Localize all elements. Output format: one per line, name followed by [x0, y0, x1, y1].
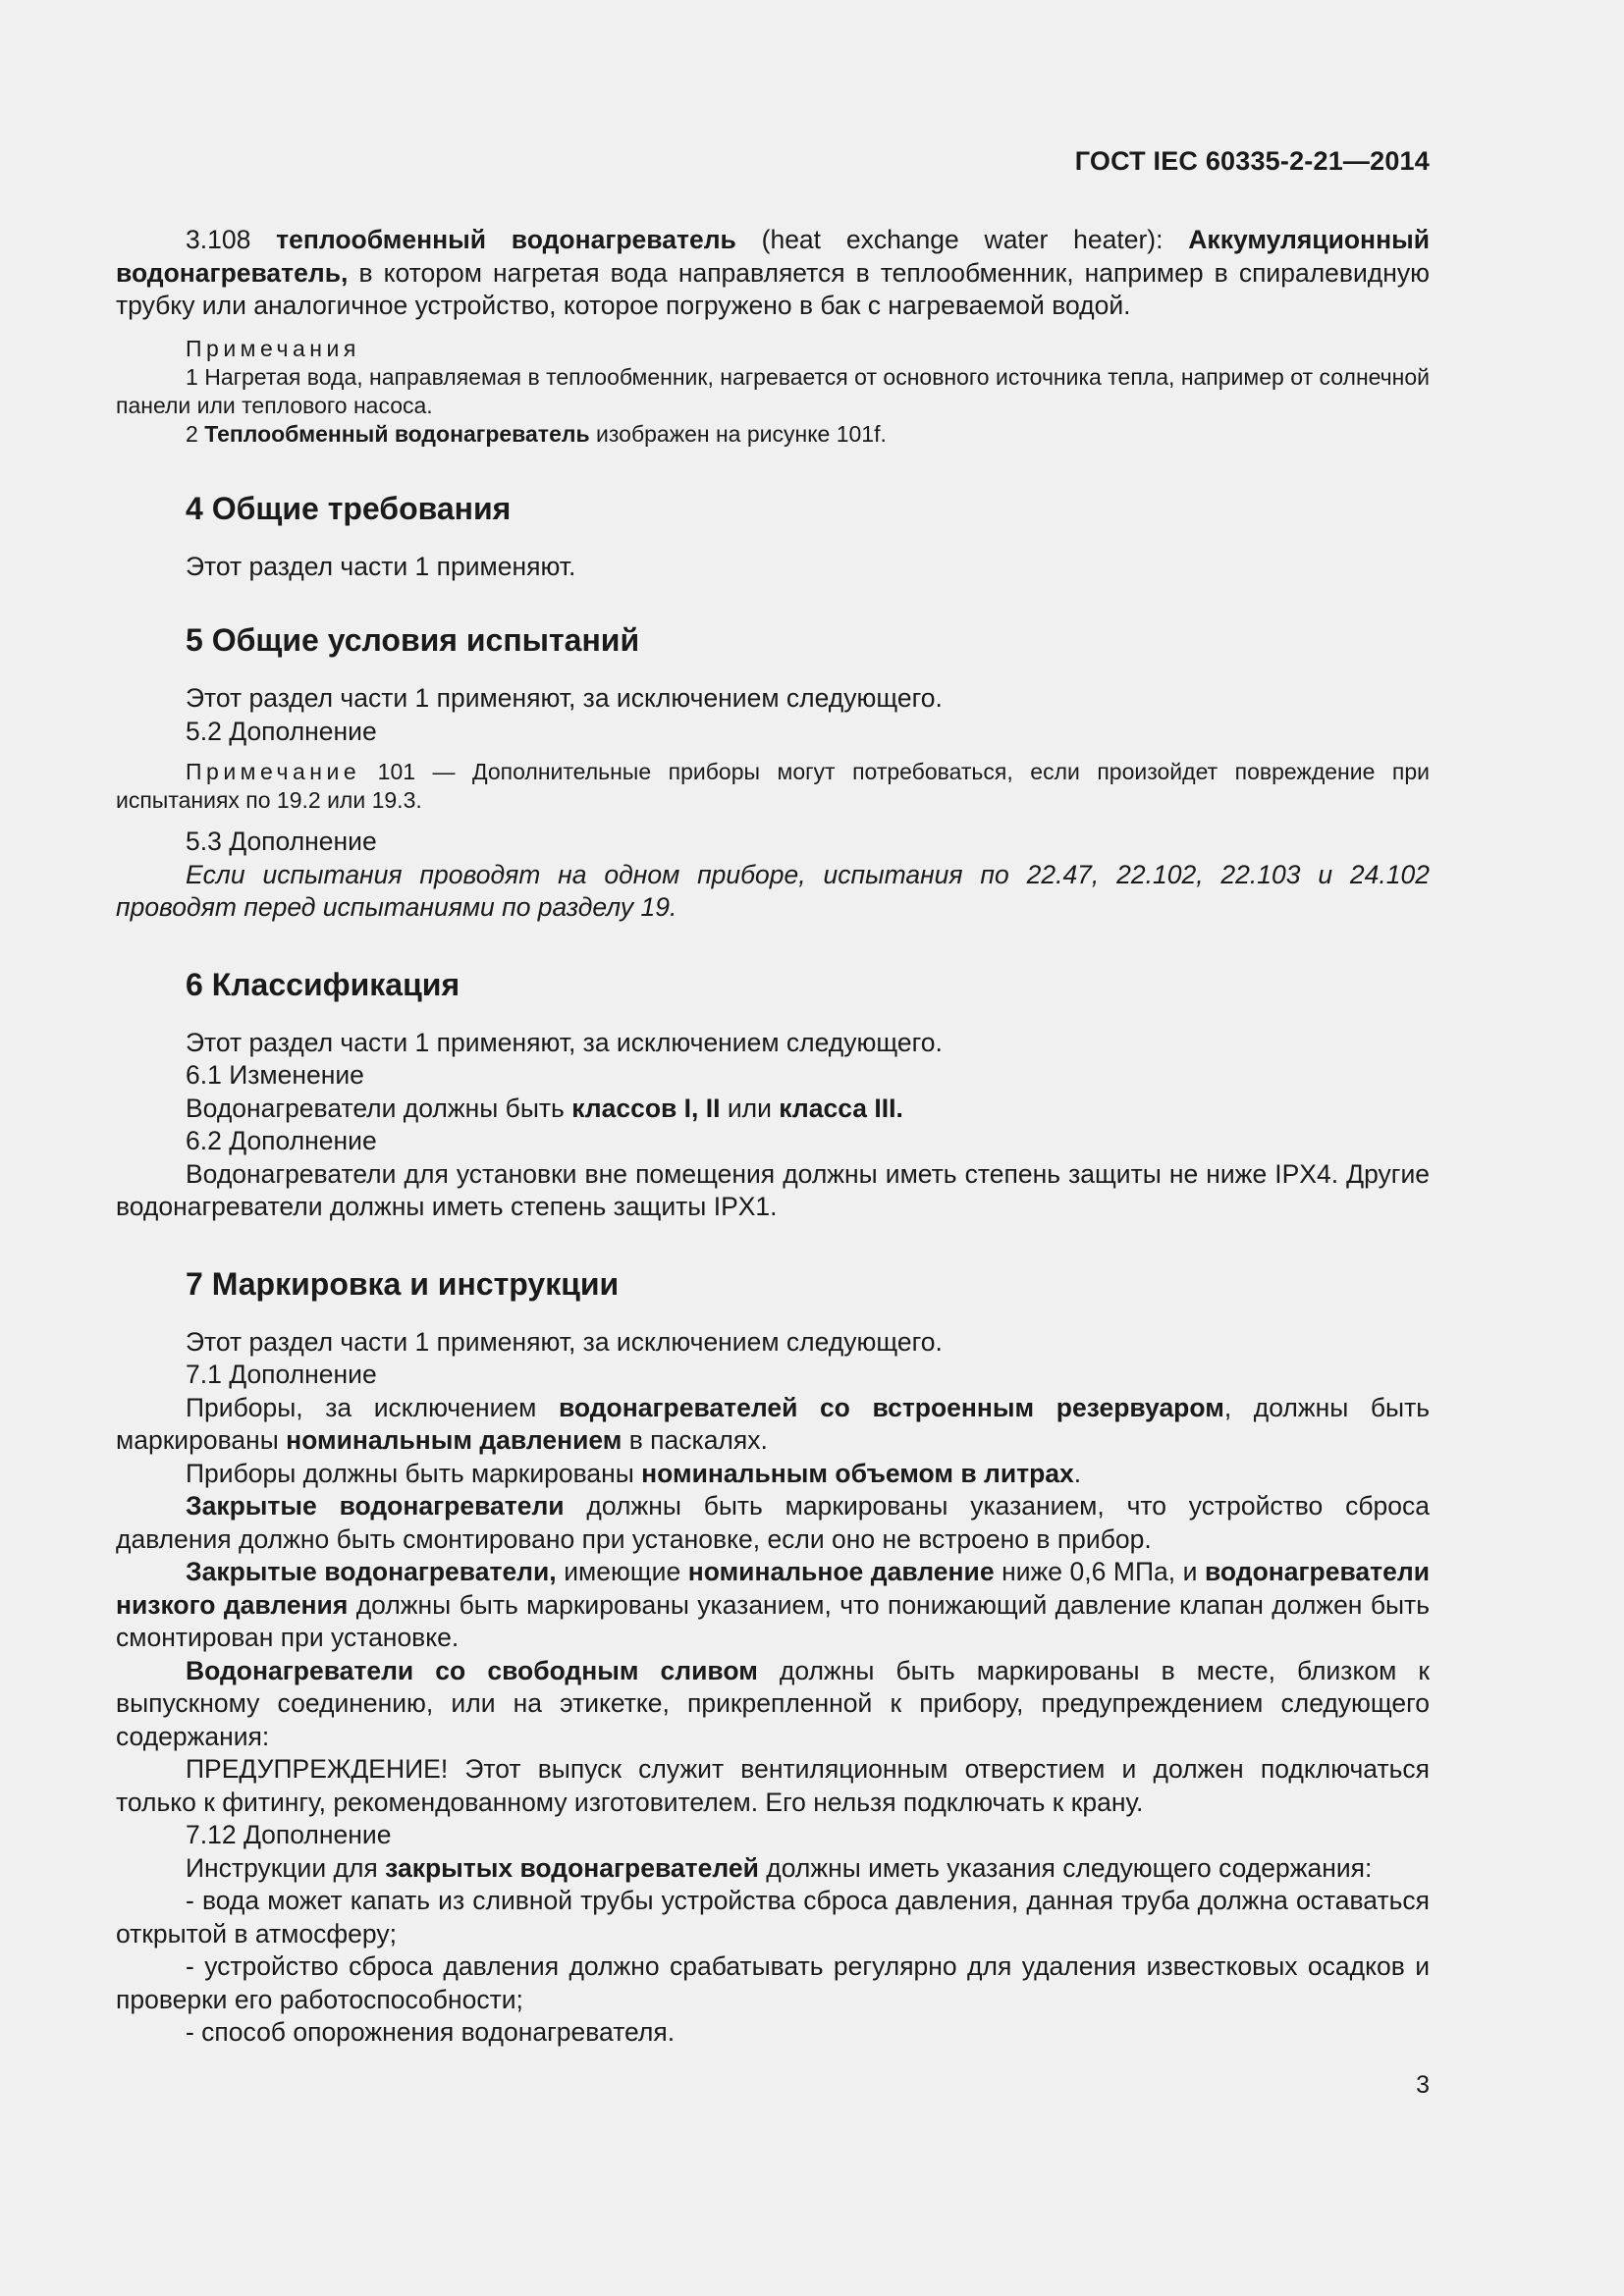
subsection-6-2: 6.2 Дополнение	[186, 1126, 377, 1155]
paragraph-7-1-b: Приборы должны быть маркированы номинальным объемом в литрах.	[186, 1458, 1082, 1488]
document-page	[116, 0, 1430, 2296]
list-item: - способ опорожнения водонагревателя.	[186, 2017, 676, 2047]
term-storage-water-heater: Аккумуляционный водонагреватель,	[116, 225, 1430, 288]
section-7-title: 7 Маркировка и инструкции	[186, 1265, 620, 1302]
definition-3-108: 3.108 теплообменный водонагреватель (heat exchange water heater): Аккумуляционный водонагреватель, в котором нагретая вода направляется в теплообменник, например в спиралевидную трубку или аналогичное устройство, которое погружено в бак с нагреваемой водой.	[116, 225, 1430, 320]
paragraph-7-1-a: Приборы, за исключением водонагревателей со встроенным резервуаром, должны быть маркированы номинальным давлением в паскалях.	[116, 1392, 1431, 1455]
subsection-5-3-text: Если испытания проводят на одном приборе, испытания по 22.47, 22.102, 22.103 и 24.102 проводят перед испытаниями по разделу 19.	[116, 859, 1430, 922]
subsection-7-12: 7.12 Дополнение	[186, 1820, 392, 1849]
list-item: - устройство сброса давления должно срабатывать регулярно для удаления известковых осадков и проверки его работоспособности;	[116, 1951, 1430, 2014]
section-4-title: 4 Общие требования	[186, 490, 512, 526]
paragraph-7-1-d: Закрытые водонагреватели, имеющие номинальное давление ниже 0,6 МПа, и водонагреватели низкого давления должны быть маркированы указанием, что понижающий давление клапан должен быть смонтирован при установке.	[116, 1557, 1430, 1652]
subsection-5-3: 5.3 Дополнение	[186, 827, 377, 856]
section-7-text: Этот раздел части 1 применяют, за исключением следующего.	[186, 1326, 943, 1357]
page-content	[116, 224, 1430, 2050]
page-number: 3	[1416, 2071, 1430, 2099]
section-5-title: 5 Общие условия испытаний	[186, 622, 640, 658]
note-2: 2 Теплообменный водонагреватель изображен на рисунке 101f.	[186, 420, 887, 447]
warning-text: ПРЕДУПРЕЖДЕНИЕ! Этот выпуск служит вентиляционным отверстием и должен подключаться только к фитингу, рекомендованному изготовителем. Его нельзя подключать к крану.	[116, 1754, 1430, 1817]
note-101: Примечание 101 — Дополнительные приборы могут потребоваться, если произойдет повреждение при испытаниях по 19.2 или 19.3.	[116, 759, 1430, 813]
term-heat-exchange-water-heater: теплообменный водонагреватель	[276, 225, 736, 254]
section-6-title: 6 Классификация	[186, 966, 460, 1002]
subsection-6-1-text: Водонагреватели должны быть классов I, II или класса III.	[186, 1093, 903, 1123]
paragraph-7-1-c: Закрытые водонагреватели должны быть маркированы указанием, что устройство сброса давления должно быть смонтировано при установке, если оно не встроено в прибор.	[116, 1491, 1430, 1554]
section-4-text: Этот раздел части 1 применяют.	[186, 551, 576, 581]
subsection-5-2: 5.2 Дополнение	[186, 716, 377, 746]
paragraph-7-1-e: Водонагреватели со свободным сливом должны быть маркированы в месте, близком к выпускному соединению, или на этикетке, прикрепленной к прибору, предупреждением следующего содержания:	[116, 1655, 1430, 1751]
list-item: - вода может капать из сливной трубы устройства сброса давления, данная труба должна оставаться открытой в атмосферу;	[116, 1886, 1430, 1949]
subsection-6-1: 6.1 Изменение	[186, 1060, 364, 1090]
note-1: 1 Нагретая вода, направляемая в теплообменник, нагревается от основного источника тепла, например от солнечной панели или теплового насоса.	[116, 363, 1430, 418]
subsection-7-1: 7.1 Дополнение	[186, 1360, 377, 1389]
notes-label: Примечания	[186, 335, 360, 361]
document-header: ГОСТ IEC 60335-2-21—2014	[1074, 146, 1430, 176]
subsection-6-2-text: Водонагреватели для установки вне помещения должны иметь степень защиты не ниже IPX4. Другие водонагреватели должны иметь степень защиты IPX1.	[116, 1158, 1430, 1221]
paragraph-7-12: Инструкции для закрытых водонагревателей должны иметь указания следующего содержания:	[186, 1852, 1373, 1883]
section-6-text: Этот раздел части 1 применяют, за исключением следующего.	[186, 1027, 943, 1057]
section-5-text: Этот раздел части 1 применяют, за исключением следующего.	[186, 683, 943, 713]
